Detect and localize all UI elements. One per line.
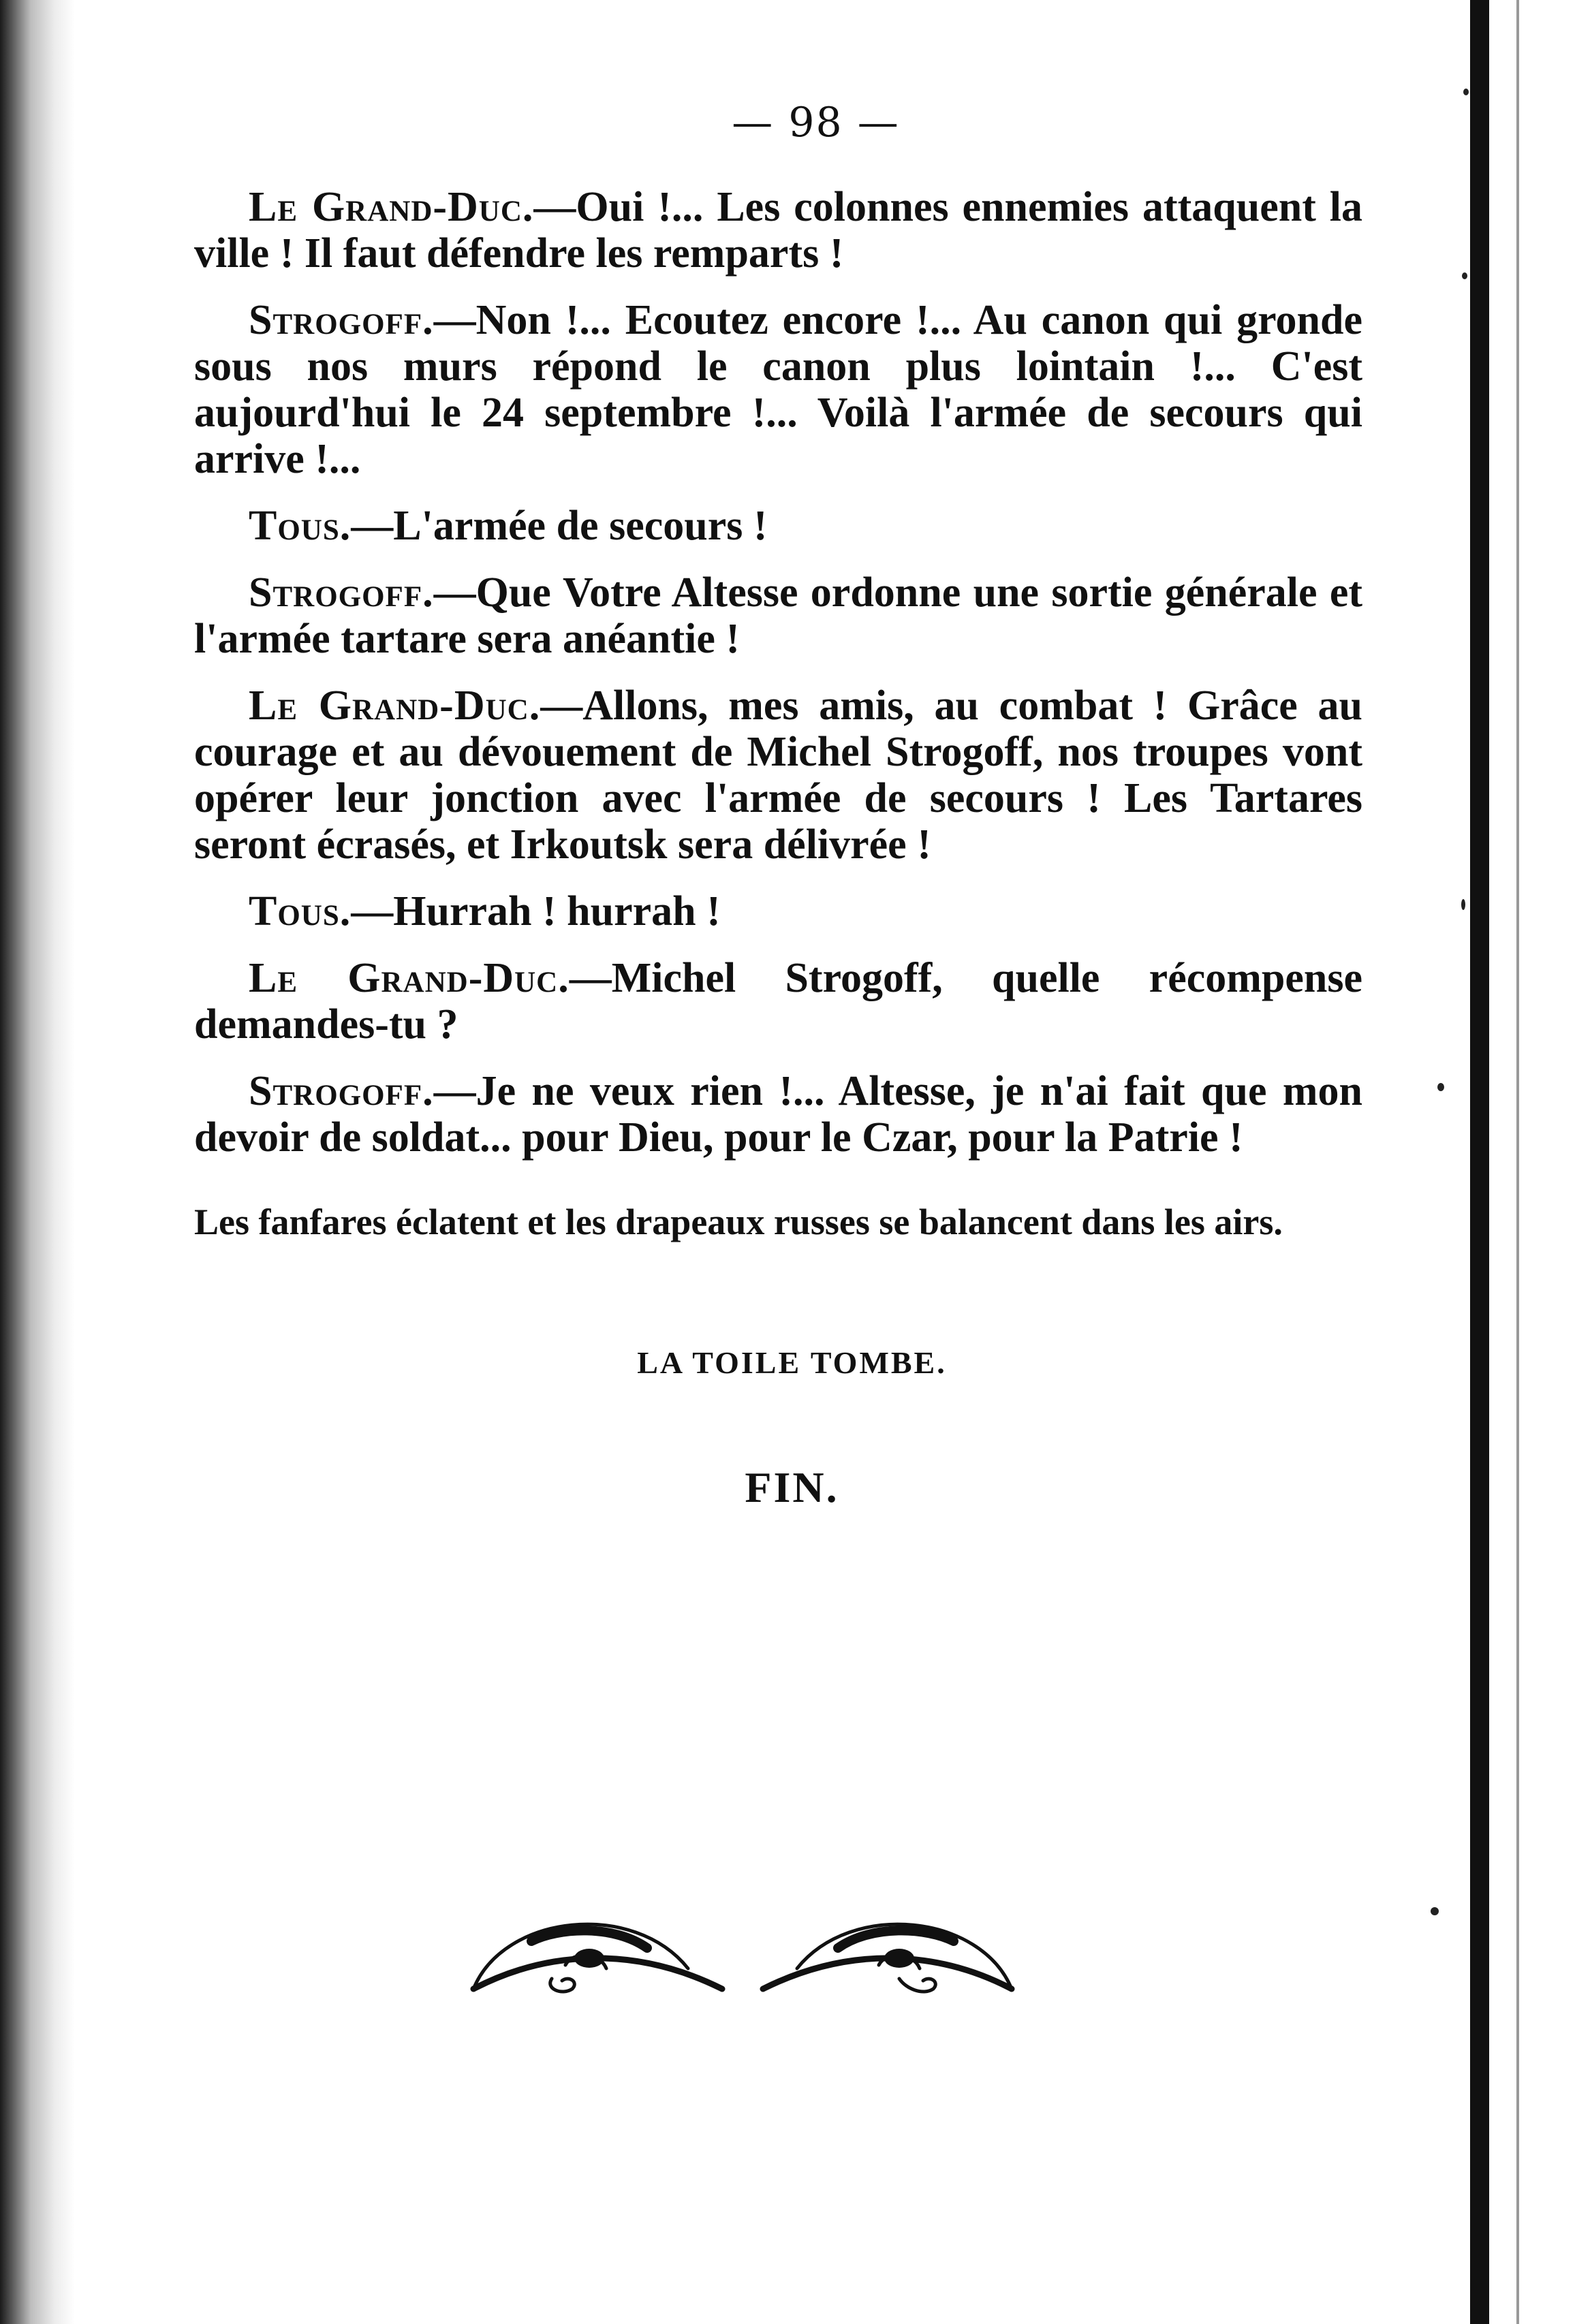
speech-text: —Que Votre Altesse ordonne une sortie générale et l'armée tartare sera anéantie !: [194, 569, 1362, 662]
speech: [194, 569, 1362, 662]
eye-ornament-icon: [463, 1887, 1022, 2023]
ink-speck: [1462, 272, 1467, 279]
speech-text: —Oui !... Les colonnes ennemies attaquent la ville ! Il faut défendre les remparts !: [194, 184, 1362, 277]
stage-direction: Les fanfares éclatent et les drapeaux russes se balancent dans les airs.: [194, 1202, 1283, 1242]
speaker-name: Le Grand-Duc.: [249, 184, 534, 230]
speech-text: —Allons, mes amis, au combat ! Grâce au courage et au dévouement de Michel Strogoff, nos troupes vont opérer leur jonction avec l'armée de secours ! Les Tartares seront écrasés, et Irkoutsk sera délivrée !: [194, 682, 1363, 868]
ink-speck: [1437, 1083, 1444, 1091]
document-page: [194, 95, 1362, 1513]
page-edge-line: [1470, 0, 1489, 2324]
speaker-name: Strogoff.: [249, 297, 434, 343]
speech-text: —Je ne veux rien !... Altesse, je n'ai fait que mon devoir de soldat... pour Dieu, pour le Czar, pour la Patrie !: [194, 1068, 1362, 1161]
book-gutter: [0, 0, 75, 2324]
speech-text: —Non !... Ecoutez encore !... Au canon qui gronde sous nos murs répond le canon plus lointain !... C'est aujourd'hui le 24 septembre !... Voilà l'armée de secours qui arrive !...: [194, 297, 1362, 482]
speech-text: —Michel Strogoff, quelle récompense demandes-tu ?: [194, 955, 1363, 1048]
speech: [194, 297, 1362, 482]
speech: [194, 682, 1362, 868]
speech-text: —Hurrah ! hurrah !: [351, 888, 721, 935]
next-page-edge: [1516, 0, 1519, 2324]
speech: [194, 184, 1362, 277]
dialogue: [194, 184, 1362, 1161]
speaker-name: Le Grand-Duc.: [249, 955, 570, 1001]
page-number: — 98 —: [732, 99, 900, 146]
speech: [194, 955, 1362, 1048]
speaker-name: Strogoff.: [249, 569, 434, 616]
speech-text: —L'armée de secours !: [351, 503, 768, 549]
speaker-name: Le Grand-Duc.: [249, 682, 541, 729]
ink-speck: [1461, 899, 1465, 910]
ink-speck: [1431, 1907, 1439, 1915]
speech: [194, 888, 1362, 935]
end-title: FIN.: [745, 1463, 839, 1511]
ink-speck: [1463, 89, 1469, 95]
speaker-name: Tous.: [249, 888, 352, 935]
speech: [194, 1068, 1362, 1161]
curtain-line: LA TOILE TOMBE.: [637, 1345, 947, 1380]
speaker-name: Tous.: [249, 503, 352, 549]
speech: [194, 503, 1362, 549]
speaker-name: Strogoff.: [249, 1068, 434, 1114]
